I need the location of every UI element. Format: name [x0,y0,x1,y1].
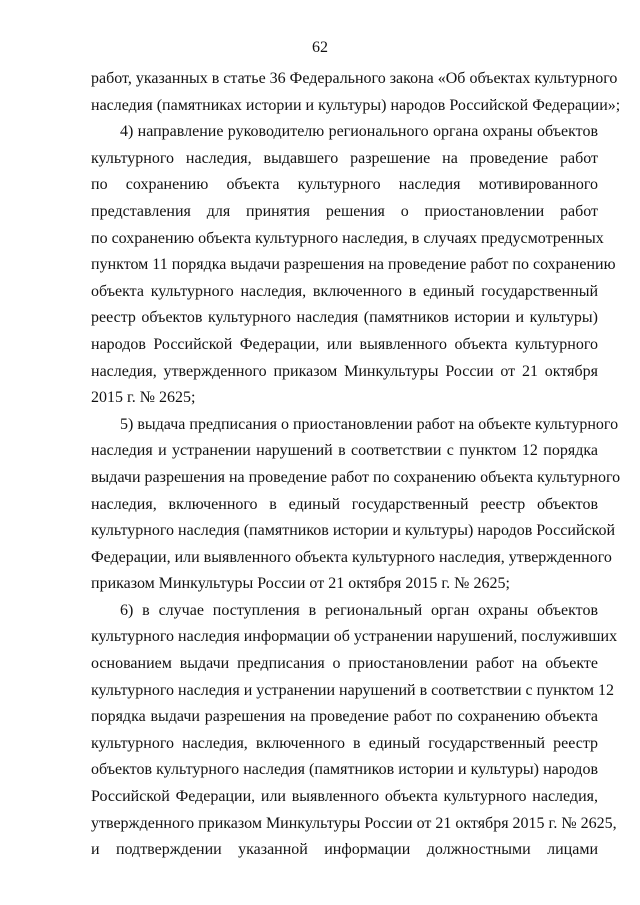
text-line: 2015 г. № 2625; [91,389,196,407]
text-line: реестр объектов культурного наследия (памятников истории и культуры) [91,309,598,327]
text-line: культурного наследия и устранении нарушений в соответствии с пунктом 12 [91,681,614,699]
text-line: наследия (памятниках истории и культуры) народов Российской Федерации»; [91,96,621,114]
text-line: наследия и устранении нарушений в соответствии с пунктом 12 порядка [91,442,598,460]
text-line: по сохранению объекта культурного наследия, в случаях предусмотренных [91,229,604,247]
text-line: объектов культурного наследия (памятников истории и культуры) народов [91,761,598,779]
text-line: выдачи разрешения на проведение работ по сохранению объекта культурного [91,468,621,486]
text-line: работ, указанных в статье 36 Федерального закона «Об объектах культурного [91,70,618,87]
page-number: 62 [312,39,328,56]
text-line: культурного наследия, выдавшего разрешение на проведение работ [91,149,598,167]
text-line: наследия, включенного в единый государственный реестр объектов [91,495,598,513]
text-line: народов Российской Федерации, или выявленного объекта культурного [91,335,598,353]
text-line: по сохранению объекта культурного наследия мотивированного [91,176,598,194]
text-line: наследия, утвержденного приказом Минкультуры России от 21 октября [91,362,598,380]
text-line: основанием выдачи предписания о приостановлении работ на объекте [91,655,598,673]
text-line: пунктом 11 порядка выдачи разрешения на проведение работ по сохранению [91,256,616,274]
text-line: Федерации, или выявленного объекта культурного наследия, утвержденного [91,548,612,566]
text-line: 6) в случае поступления в региональный орган охраны объектов [120,601,598,619]
text-line: представления для принятия решения о приостановлении работ [91,202,598,220]
text-line: утвержденного приказом Минкультуры России от 21 октября 2015 г. № 2625, [91,814,617,832]
text-line: культурного наследия информации об устранении нарушений, послуживших [91,628,618,646]
text-line: 4) направление руководителю регионального органа охраны объектов [120,123,598,141]
text-line: приказом Минкультуры России от 21 октября 2015 г. № 2625; [91,575,510,593]
text-line: культурного наследия, включенного в единый государственный реестр [91,734,598,752]
text-line: порядка выдачи разрешения на проведение работ по сохранению объекта [91,708,598,726]
text-line: Российской Федерации, или выявленного объекта культурного наследия, [91,788,598,806]
document-body [91,66,621,864]
text-line: объекта культурного наследия, включенного в единый государственный [91,282,598,300]
text-line: культурного наследия (памятников истории и культуры) народов Российской [91,522,616,540]
text-line: 5) выдача предписания о приостановлении работ на объекте культурного [120,415,619,433]
text-line: и подтверждении указанной информации должностными лицами [91,841,598,859]
